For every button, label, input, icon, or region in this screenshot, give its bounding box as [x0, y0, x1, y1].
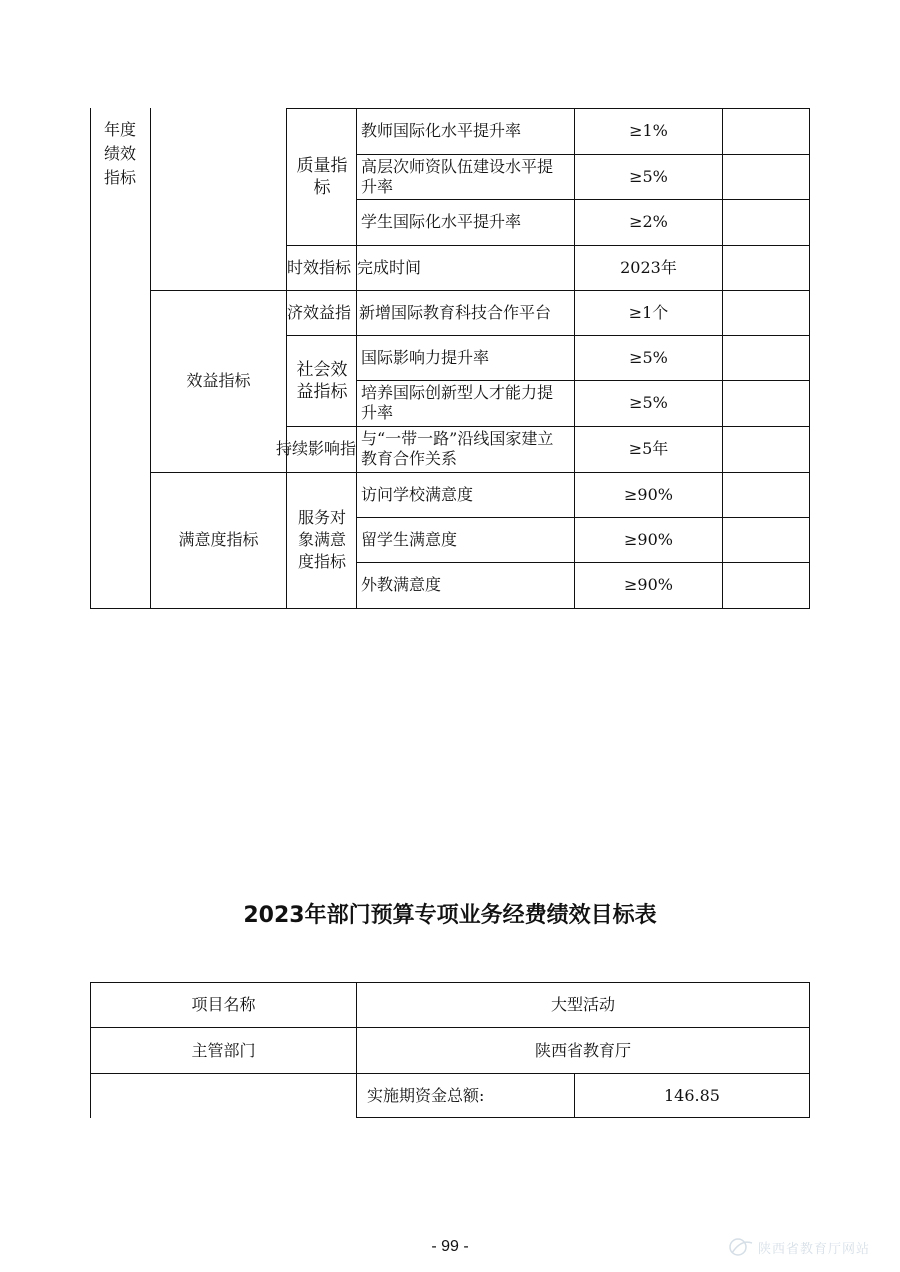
department-label: 主管部门 — [191, 1040, 256, 1060]
indicator-name: 国际影响力提升率 — [361, 347, 490, 367]
indicator-extra — [723, 426, 809, 472]
indicator-value: ≥5% — [629, 166, 668, 186]
indicator-name: 教师国际化水平提升率 — [361, 121, 522, 140]
level3-name-service-satisfaction: 服务对象满意度指标 — [297, 508, 346, 571]
page-number: - 99 - — [431, 1238, 469, 1255]
indicator-value: ≥1个 — [628, 302, 669, 322]
indicator-extra — [723, 245, 809, 290]
department-value: 陕西省教育厅 — [534, 1040, 631, 1060]
indicator-extra — [723, 108, 809, 154]
indicator-value: ≥1% — [629, 121, 668, 140]
level2-name-output — [151, 108, 286, 290]
level3-name-timeliness: 时效指标 — [287, 257, 352, 277]
indicator-extra — [723, 335, 809, 380]
indicator-extra — [723, 380, 809, 426]
funds-label: 实施期资金总额: — [367, 1085, 485, 1105]
level3-name-quality: 质量指标 — [296, 155, 348, 198]
site-watermark — [728, 1232, 888, 1262]
indicator-name: 新增国际教育科技合作平台 — [359, 302, 552, 322]
indicator-name: 外教满意度 — [361, 575, 442, 594]
indicator-extra — [723, 290, 809, 335]
indicator-value: 2023年 — [620, 257, 677, 277]
indicator-name: 高层次师资队伍建设水平提升率 — [361, 156, 554, 196]
level2-name-satisfaction: 满意度指标 — [178, 530, 259, 549]
indicator-value: ≥5% — [629, 347, 668, 367]
indicator-extra — [723, 472, 809, 517]
document-title: 2023年部门预算专项业务经费绩效目标表 — [243, 903, 657, 928]
indicator-value: ≥5% — [629, 393, 668, 412]
indicator-name: 留学生满意度 — [361, 529, 458, 549]
indicator-name: 培养国际创新型人才能力提升率 — [361, 383, 554, 422]
indicator-name: 完成时间 — [357, 257, 422, 277]
indicator-value: ≥90% — [624, 575, 673, 594]
annual-performance-indicator-header: 年度绩效指标 — [103, 120, 136, 187]
watermark-logo-icon — [728, 1235, 754, 1259]
indicator-value: ≥90% — [624, 484, 673, 504]
indicator-extra — [723, 154, 809, 199]
level3-name-economic: 济效益指 — [287, 302, 352, 322]
indicator-extra — [723, 199, 809, 245]
indicator-extra — [723, 517, 809, 562]
funds-value: 146.85 — [664, 1085, 720, 1105]
level3-name-sustainable: 持续影响指 — [275, 439, 356, 458]
indicator-name: 学生国际化水平提升率 — [361, 212, 522, 231]
watermark-text: 陕西省教育厅网站 — [758, 1241, 871, 1257]
level2-name-benefit: 效益指标 — [186, 371, 251, 390]
indicator-name: 访问学校满意度 — [361, 484, 474, 504]
project-name-label: 项目名称 — [191, 995, 256, 1014]
project-name-value: 大型活动 — [550, 995, 615, 1014]
level3-name-social: 社会效益指标 — [296, 359, 348, 402]
indicator-value: ≥90% — [624, 529, 673, 549]
indicator-name: 与“一带一路”沿线国家建立教育合作关系 — [361, 429, 554, 468]
indicator-extra — [723, 562, 809, 608]
indicator-value: ≥5年 — [628, 439, 669, 458]
indicator-value: ≥2% — [629, 212, 668, 231]
